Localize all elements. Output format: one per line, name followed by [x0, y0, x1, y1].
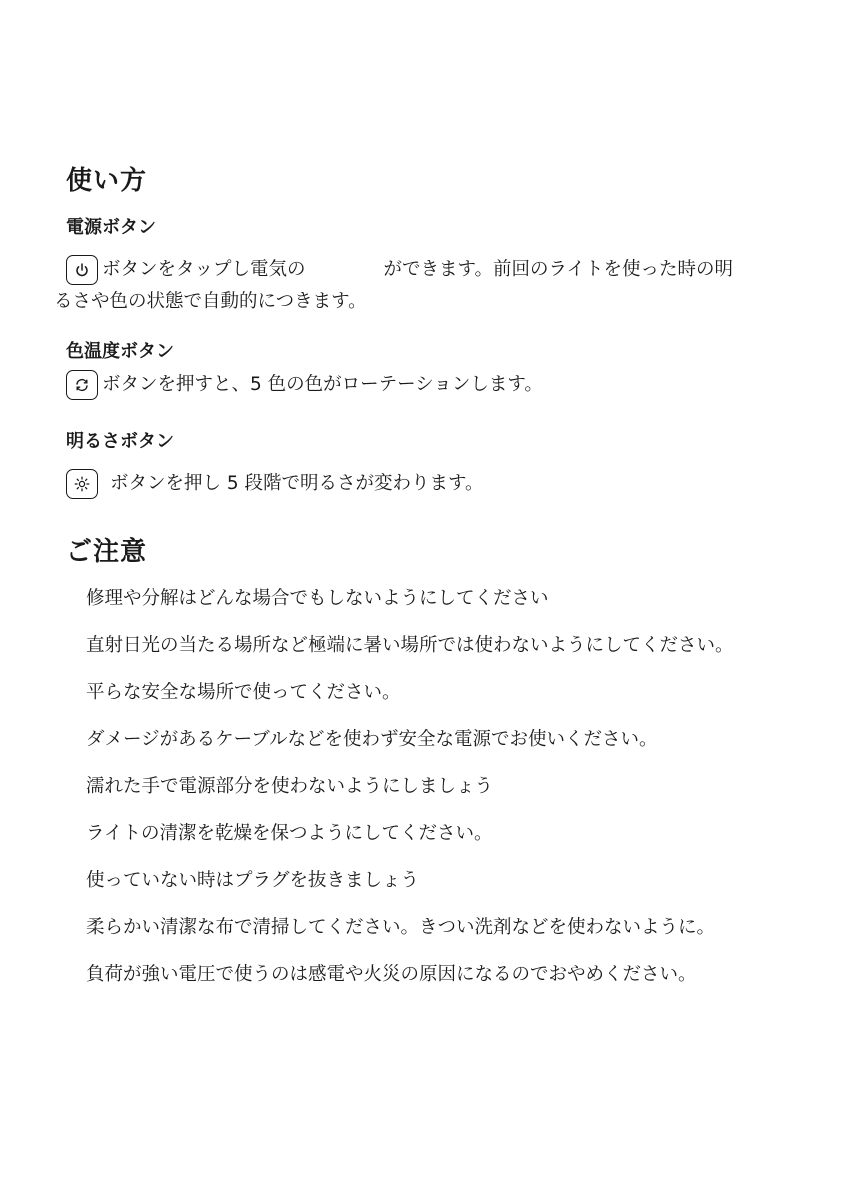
- power-heading: 電源ボタン: [66, 217, 156, 238]
- brightness-heading: 明るさボタン: [66, 431, 174, 452]
- caution-item: ダメージがあるケーブルなどを使わず安全な電源でお使いください。: [86, 729, 658, 750]
- power-text-b: ができます。前回のライトを使った時の明: [383, 259, 733, 280]
- caution-item: 柔らかい清潔な布で清掃してください。きつい洗剤などを使わないように。: [86, 917, 716, 938]
- power-icon: [66, 255, 98, 285]
- power-text-a: ボタンをタップし電気の: [102, 259, 306, 280]
- color-temp-description: [66, 369, 786, 401]
- refresh-icon: [66, 370, 98, 400]
- usage-title: 使い方: [66, 166, 148, 196]
- brightness-text: ボタンを押し 5 段階で明るさが変わります。: [110, 473, 484, 494]
- caution-item: 濡れた手で電源部分を使わないようにしましょう: [86, 776, 494, 797]
- brightness-description: [66, 468, 786, 500]
- caution-item: 直射日光の当たる場所など極端に暑い場所では使わないようにしてください。: [86, 635, 734, 656]
- caution-item: 負荷が強い電圧で使うのは感電や火災の原因になるのでおやめください。: [86, 964, 697, 985]
- caution-item: 修理や分解はどんな場合でもしないようにしてください: [86, 588, 549, 609]
- power-description: [54, 254, 786, 318]
- color-temp-heading: 色温度ボタン: [66, 341, 174, 362]
- caution-item: 平らな安全な場所で使ってください。: [86, 682, 401, 703]
- sun-icon: [66, 469, 98, 499]
- caution-item: 使っていない時はプラグを抜きましょう: [86, 870, 420, 891]
- caution-title: ご注意: [66, 537, 148, 567]
- color-temp-text: ボタンを押すと、5 色の色がローテーションします。: [102, 374, 543, 395]
- caution-item: ライトの清潔を乾燥を保つようにしてください。: [86, 823, 493, 844]
- power-text-line2: るさや色の状態で自動的につきます。: [54, 291, 367, 312]
